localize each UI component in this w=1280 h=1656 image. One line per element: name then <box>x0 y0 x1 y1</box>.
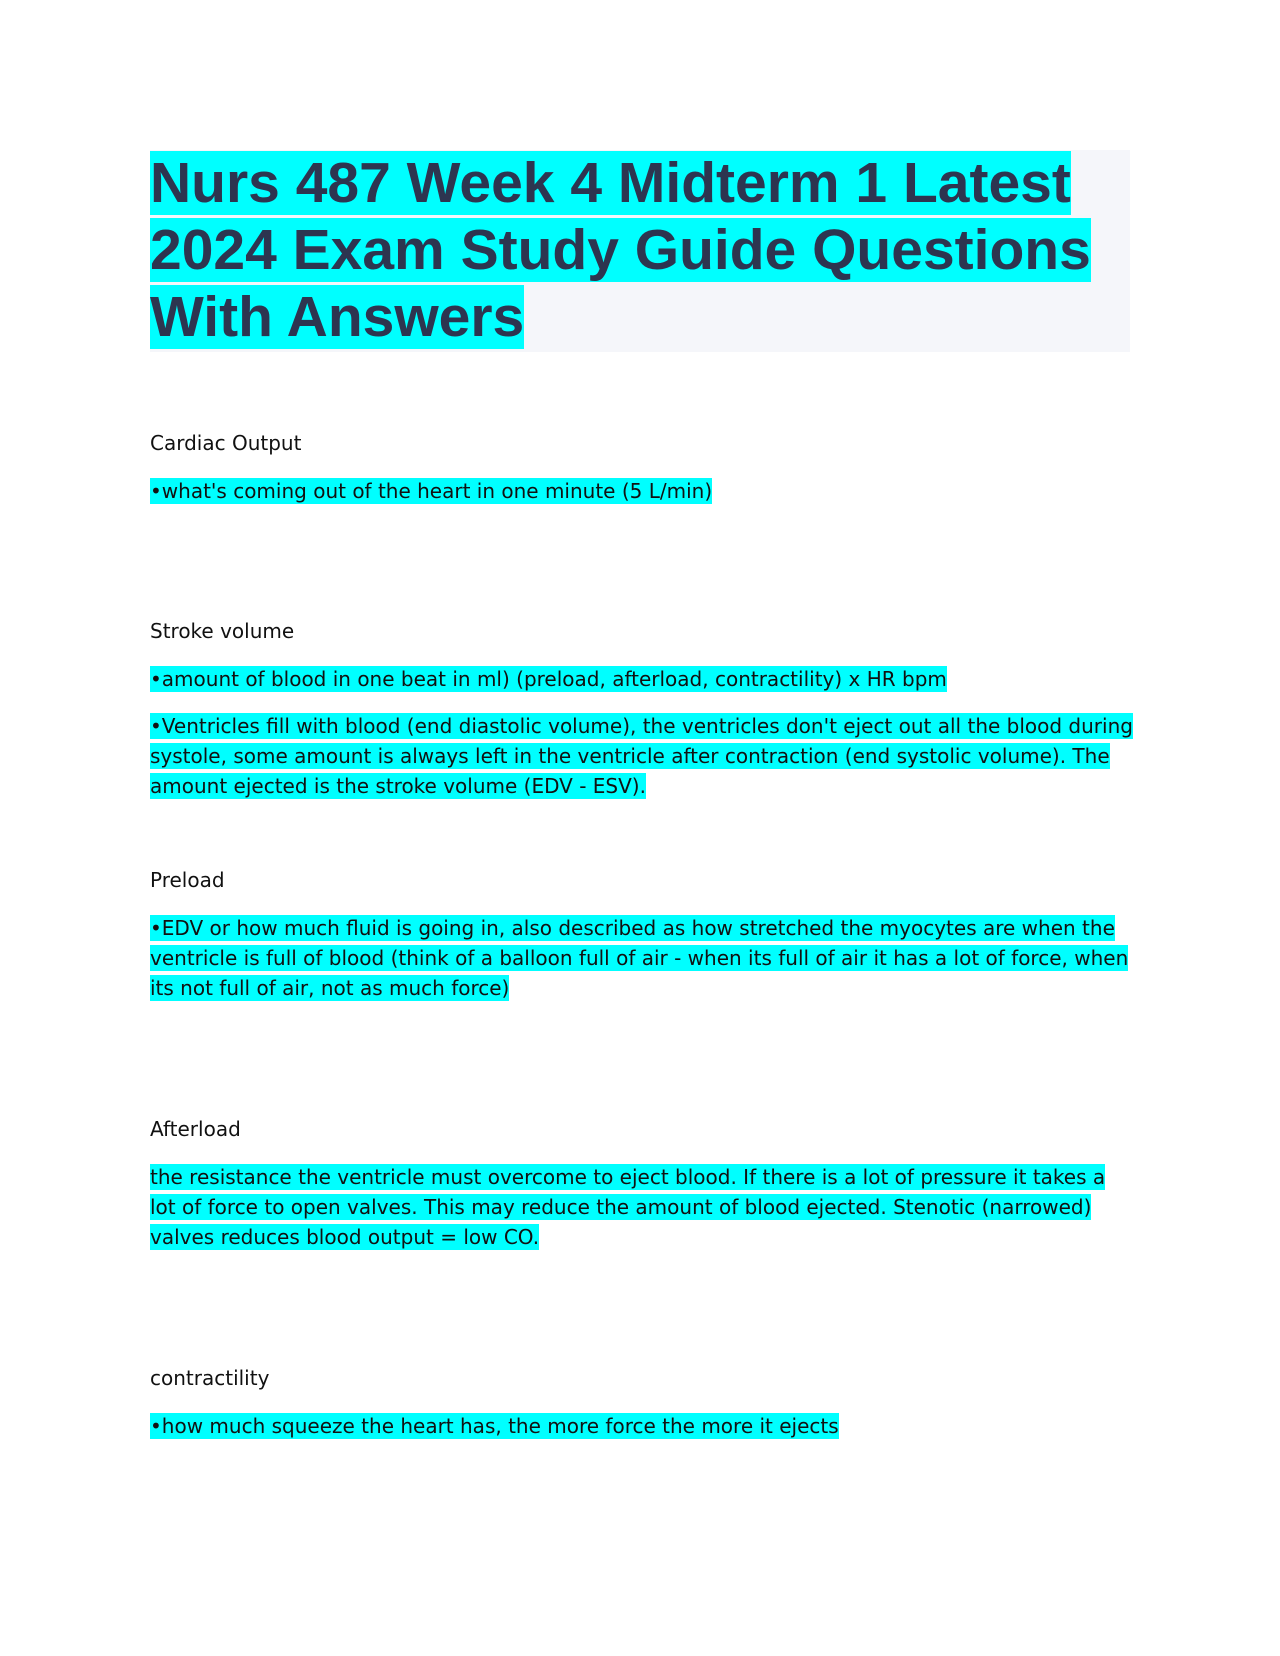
entry-contractility <box>150 1363 1135 1441</box>
title-block <box>150 150 1130 352</box>
definition-highlight: •how much squeeze the heart has, the more force the more it ejects <box>150 1414 839 1438</box>
term-heading: Preload <box>150 868 225 892</box>
definition-text <box>150 1411 1135 1441</box>
definition-text <box>150 1162 1135 1252</box>
definition-text <box>150 913 1135 1003</box>
definition-highlight: •what's coming out of the heart in one minute (5 L/min) <box>150 479 713 503</box>
definition-highlight: the resistance the ventricle must overcome to eject blood. If there is a lot of pressure it takes a lot of force to open valves. This may reduce the amount of blood ejected. Stenotic (narrowed) valves reduces blood output = low CO. <box>150 1165 1106 1249</box>
document-title <box>150 150 1125 351</box>
definition-highlight: •Ventricles fill with blood (end diastolic volume), the ventricles don't eject out all the blood during systole, some amount is always left in the ventricle after contraction (end systolic volume). The amount ejected is the stroke volume (EDV - ESV). <box>150 714 1133 798</box>
definition-text <box>150 476 1135 506</box>
entry-cardiac-output <box>150 428 1135 506</box>
definition-text <box>150 664 1135 694</box>
entry-preload <box>150 865 1135 1003</box>
term-heading: contractility <box>150 1366 270 1390</box>
term-heading: Afterload <box>150 1117 241 1141</box>
term-heading: Cardiac Output <box>150 431 302 455</box>
entry-stroke-volume <box>150 616 1135 801</box>
definition-text <box>150 711 1135 801</box>
definition-highlight: •amount of blood in one beat in ml) (preload, afterload, contractility) x HR bpm <box>150 667 947 691</box>
definition-highlight: •EDV or how much fluid is going in, also described as how stretched the myocytes are when the ventricle is full of blood (think of a balloon full of air - when its full of air it has a lot of force, when its not full of air, not as much force) <box>150 916 1129 1000</box>
title-highlight: Nurs 487 Week 4 Midterm 1 Latest 2024 Exam Study Guide Questions With Answers <box>150 151 1091 349</box>
term-heading: Stroke volume <box>150 619 295 643</box>
entry-afterload <box>150 1114 1135 1252</box>
